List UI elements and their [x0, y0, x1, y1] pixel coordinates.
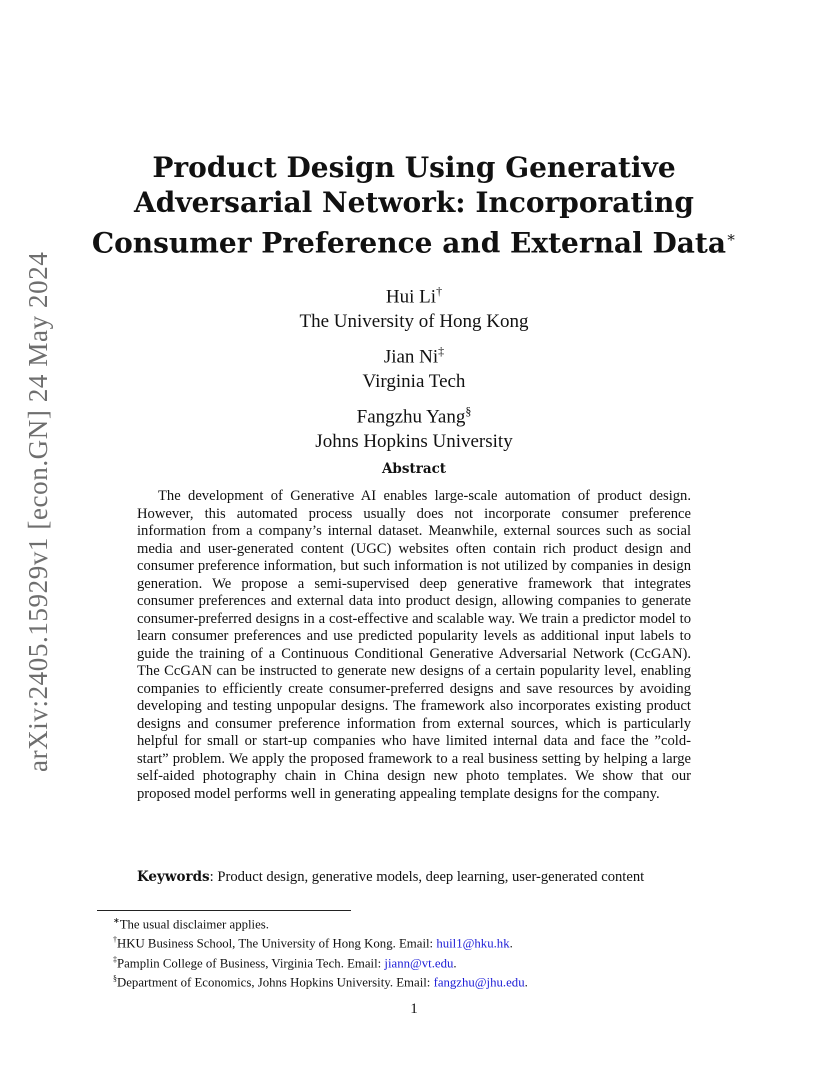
footnote — [113, 971, 713, 990]
author-name: Hui Li — [385, 286, 437, 308]
paper-title — [90, 150, 738, 260]
footnote-divider — [97, 910, 351, 911]
footnote-mark: § — [113, 974, 117, 984]
footnote-end: . — [524, 975, 528, 990]
footnote-end: . — [453, 956, 457, 971]
footnote — [113, 952, 713, 971]
author-name: Jian Ni — [383, 346, 439, 368]
author-block — [200, 399, 628, 454]
footnote-text: Pamplin College of Business, Virginia Tech. Email: — [117, 956, 385, 971]
footnote-end: . — [509, 936, 513, 951]
author-footnote-mark: § — [465, 404, 472, 418]
footnotes — [113, 913, 713, 991]
author-name: Fangzhu Yang — [356, 406, 466, 428]
email-link[interactable]: fangzhu@jhu.edu — [433, 975, 525, 990]
footnote — [113, 913, 713, 932]
author-block — [200, 279, 628, 334]
footnote-mark: ‡ — [113, 954, 117, 964]
author-block — [200, 339, 628, 394]
abstract-heading: Abstract — [381, 461, 447, 477]
footnote-mark: ∗ — [113, 916, 120, 925]
author-affiliation: Johns Hopkins University — [315, 431, 513, 453]
footnote-text: Department of Economics, Johns Hopkins University. Email: — [117, 975, 434, 990]
author-affiliation: The University of Hong Kong — [299, 311, 529, 333]
footnote — [113, 932, 713, 951]
arxiv-identifier: arXiv:2405.15929v1 [econ.GN] 24 May 2024 — [23, 251, 53, 772]
author-affiliation: Virginia Tech — [362, 371, 466, 393]
email-link[interactable]: huil1@hku.hk — [436, 936, 510, 951]
title-text: Product Design Using Generative Adversarial Network: Incorporating Consumer Preference and External Data — [91, 151, 726, 260]
author-footnote-mark: ‡ — [438, 344, 445, 358]
keywords-label: Keywords — [137, 869, 210, 885]
footnote-text: The usual disclaimer applies. — [119, 917, 269, 932]
footnote-mark: † — [113, 935, 117, 945]
keywords-text: : Product design, generative models, deep learning, user-generated content — [209, 869, 645, 885]
author-footnote-mark: † — [436, 284, 443, 298]
title-footnote-mark: ∗ — [725, 228, 737, 246]
keywords-line — [137, 869, 697, 886]
page-number: 1 — [410, 1001, 418, 1017]
abstract-body: The development of Generative AI enables large-scale automation of product design. However, this automated process usually does not incorporate consumer preference information from a company’s internal dataset. Meanwhile, external sources such as social media and user-generated content (UGC) websites often contain rich product design and consumer preference information, but such information is not utilized by companies in design generation. We propose a semi-supervised deep generative framework that integrates consumer preferences and external data into product design, allowing companies to generate consumer-preferred designs in a cost-effective and scalable way. We train a predictor model to learn consumer preferences and use predicted popularity levels as additional input labels to guide the training of a Continuous Conditional Generative Adversarial Network (CcGAN). The CcGAN can be instructed to generate new designs of a certain popularity level, enabling companies to efficiently create consumer-preferred designs and save resources by avoiding developing and testing unpopular designs. The framework also incorporates existing product designs and consumer preference information from external sources, which is particularly helpful for small or start-up companies who have limited internal data and face the ”cold-start” problem. We apply the proposed framework to a real business setting by helping a large self-aided photography chain in China design new photo templates. We show that our proposed model performs well in generating appealing template designs for the company. — [137, 488, 691, 802]
email-link[interactable]: jiann@vt.edu — [384, 956, 454, 971]
footnote-text: HKU Business School, The University of Hong Kong. Email: — [117, 936, 437, 951]
